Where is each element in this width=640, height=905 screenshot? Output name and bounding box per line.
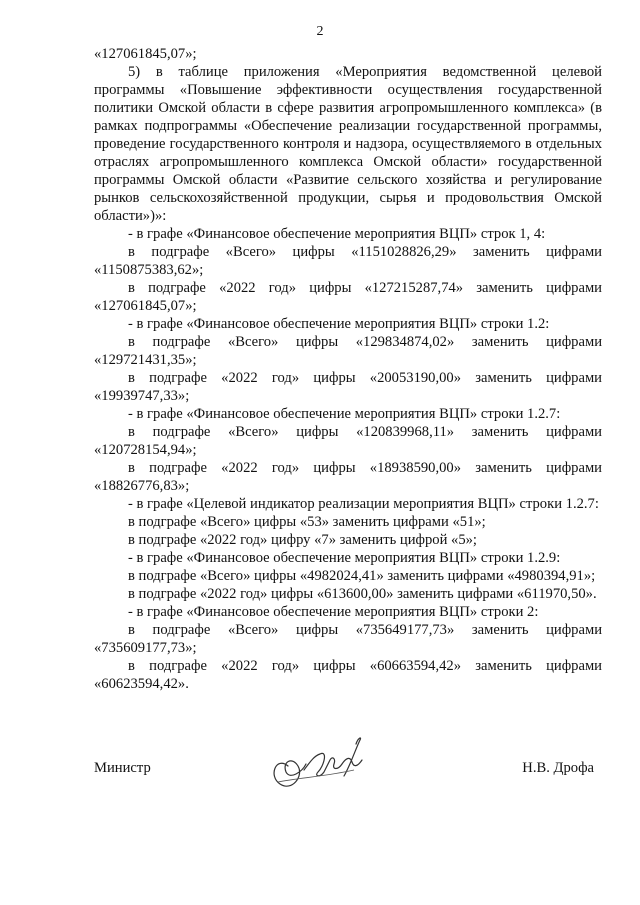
signatory-name: Н.В. Дрофа — [522, 760, 594, 776]
paragraph: в подграфе «2022 год» цифры «20053190,00» заменить цифрами «19939747,33»; — [94, 370, 602, 404]
paragraph: в подграфе «Всего» цифры «1151028826,29» заменить цифрами «1150875383,62»; — [94, 244, 602, 278]
paragraph: - в графе «Финансовое обеспечение мероприятия ВЦП» строки 2: — [128, 604, 539, 620]
paragraph: в подграфе «2022 год» цифры «60663594,42» заменить цифрами «60623594,42». — [94, 658, 602, 692]
page-number: 2 — [316, 24, 324, 39]
paragraph: в подграфе «2022 год» цифру «7» заменить цифрой «5»; — [128, 532, 477, 548]
paragraph: «127061845,07»; — [94, 46, 197, 62]
paragraph: - в графе «Финансовое обеспечение мероприятия ВЦП» строки 1.2: — [128, 316, 550, 332]
paragraph: в подграфе «Всего» цифры «120839968,11» заменить цифрами «120728154,94»; — [94, 424, 602, 458]
document-body — [94, 45, 602, 693]
paragraph: - в графе «Финансовое обеспечение мероприятия ВЦП» строк 1, 4: — [128, 226, 546, 242]
paragraph: в подграфе «2022 год» цифры «613600,00» заменить цифрами «611970,50». — [128, 586, 597, 602]
paragraph: в подграфе «Всего» цифры «53» заменить цифрами «51»; — [128, 514, 486, 530]
paragraph: - в графе «Целевой индикатор реализации мероприятия ВЦП» строки 1.2.7: — [128, 496, 599, 512]
paragraph: 5) в таблице приложения «Мероприятия ведомственной целевой программы «Повышение эффективности осуществления государственной политики Омской области в сфере развития агропромышленного комплекса» (в рамках подпрограммы «Обеспечение реализации государственной программы, проведение государственного контроля и надзора, осуществляемого в отдельных отраслях агропромышленного комплекса Омской области» государственной программы Омской области «Развитие сельского хозяйства и регулирование рынков сельскохозяйственной продукции, сырья и продовольствия Омской области»)»: — [94, 64, 602, 224]
paragraph: - в графе «Финансовое обеспечение мероприятия ВЦП» строки 1.2.9: — [128, 550, 561, 566]
paragraph: в подграфе «Всего» цифры «129834874,02» заменить цифрами «129721431,35»; — [94, 334, 602, 368]
paragraph: в подграфе «2022 год» цифры «127215287,74» заменить цифрами «127061845,07»; — [94, 280, 602, 314]
paragraph: в подграфе «Всего» цифры «735649177,73» заменить цифрами «735609177,73»; — [94, 622, 602, 656]
signatory-title: Министр — [94, 760, 151, 776]
paragraph: в подграфе «2022 год» цифры «18938590,00» заменить цифрами «18826776,83»; — [94, 460, 602, 494]
signature-block — [94, 760, 602, 780]
paragraph: в подграфе «Всего» цифры «4982024,41» заменить цифрами «4980394,91»; — [128, 568, 596, 584]
paragraph: - в графе «Финансовое обеспечение мероприятия ВЦП» строки 1.2.7: — [128, 406, 561, 422]
